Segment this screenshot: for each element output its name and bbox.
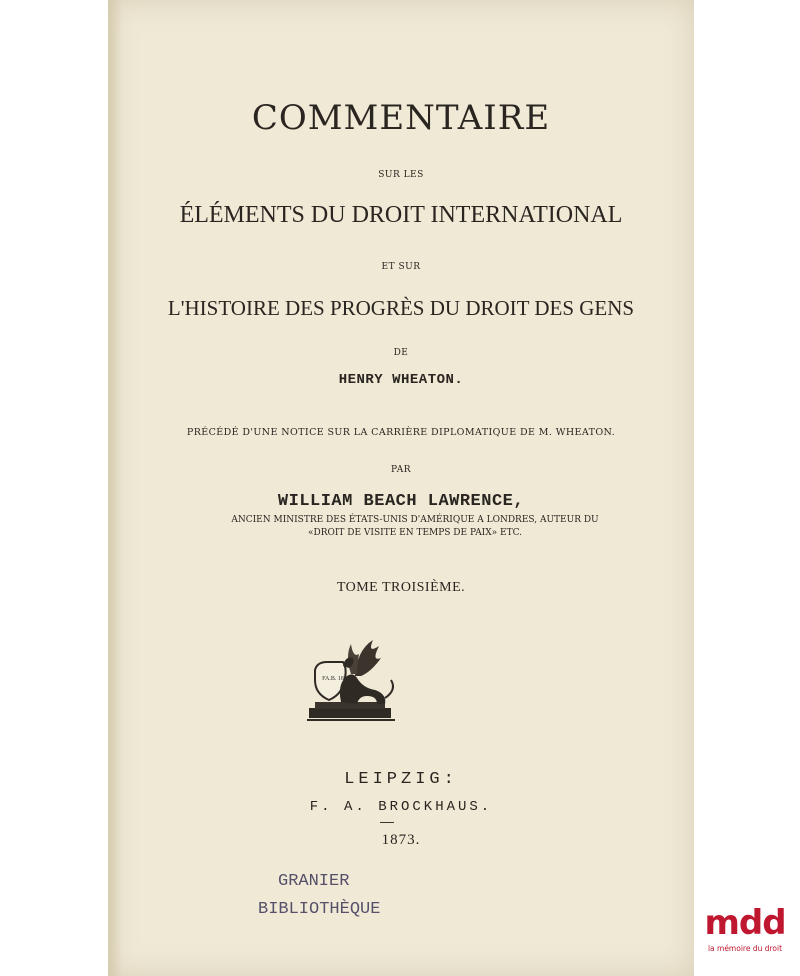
credentials-line-2: «DROIT DE VISITE EN TEMPS DE PAIX» ETC.	[307, 528, 523, 538]
author-name: HENRY WHEATON.	[338, 372, 464, 388]
translator-name: WILLIAM BEACH LAWRENCE,	[277, 492, 525, 511]
credentials-line-1: ANCIEN MINISTRE DES ÉTATS-UNIS D'AMÉRIQUE A LONDRES, AUTEUR DU	[231, 515, 599, 525]
mdd-logo-mark: mdd	[704, 903, 786, 943]
subtitle-elements: ÉLÉMENTS DU DROIT INTERNATIONAL	[179, 202, 623, 228]
publication-city: LEIPZIG:	[344, 770, 458, 789]
book-title: COMMENTAIRE	[251, 98, 551, 138]
library-stamp-line-2: BIBLIOTHÈQUE	[258, 900, 381, 919]
title-page	[108, 0, 694, 976]
connector-de: DE	[393, 348, 409, 358]
publication-year: 1873.	[381, 832, 421, 848]
publisher-name: F. A. BROCKHAUS.	[309, 799, 493, 815]
mdd-logo	[700, 904, 790, 974]
gutter-shadow	[108, 0, 122, 976]
volume-label: TOME TROISIÈME.	[336, 580, 466, 595]
notice-line: PRÉCÉDÉ D'UNE NOTICE SUR LA CARRIÈRE DIPLOMATIQUE DE M. WHEATON.	[186, 427, 616, 438]
connector-sur-les: SUR LES	[378, 170, 424, 180]
connector-par: PAR	[390, 465, 411, 475]
mdd-logo-tagline: la mémoire du droit	[707, 944, 783, 953]
emblem-text: FA.B. 1805	[322, 676, 350, 682]
connector-et-sur: ET SUR	[381, 262, 421, 272]
divider-rule	[380, 822, 394, 823]
subtitle-histoire: L'HISTOIRE DES PROGRÈS DU DROIT DES GENS	[167, 296, 635, 320]
library-stamp-line-1: GRANIER	[278, 872, 350, 891]
